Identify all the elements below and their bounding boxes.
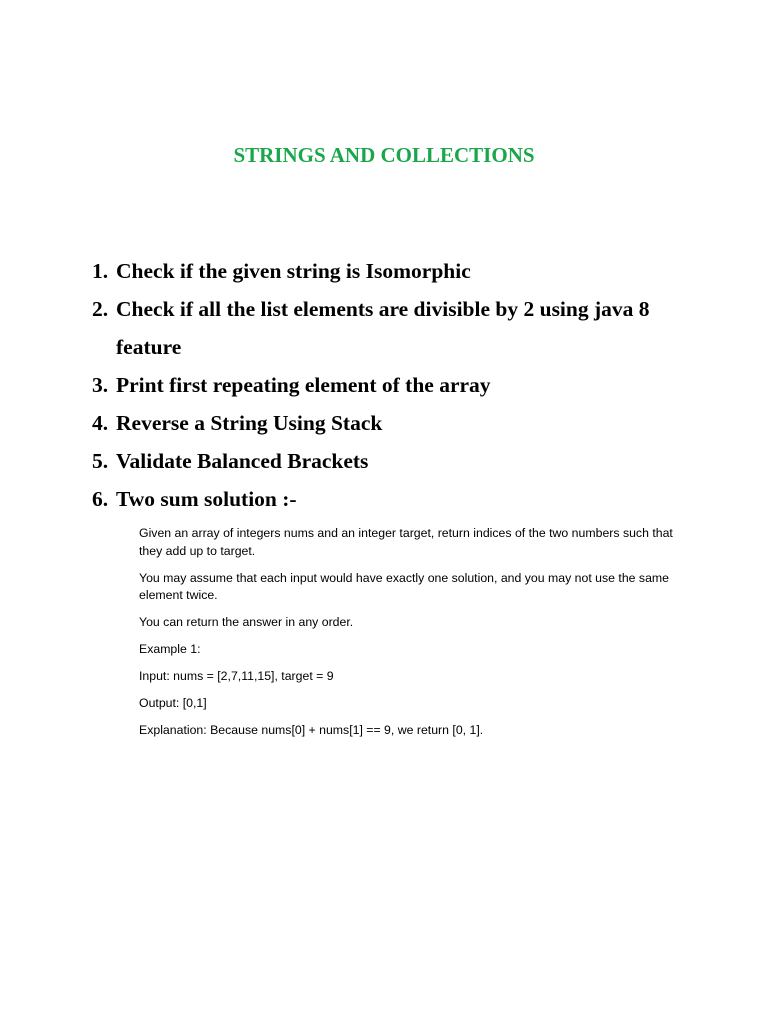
list-item-text: Two sum solution :- [116, 487, 297, 511]
list-item [92, 442, 652, 480]
problem-order-note: You can return the answer in any order. [139, 615, 354, 629]
list-item-text: Check if the given string is Isomorphic [116, 259, 471, 283]
example-input: Input: nums = [2,7,11,15], target = 9 [139, 669, 334, 683]
page-title: STRINGS AND COLLECTIONS [233, 143, 535, 167]
list-item-text: Validate Balanced Brackets [116, 449, 369, 473]
list-item [92, 252, 652, 290]
list-item [92, 366, 652, 404]
problem-assumption: You may assume that each input would have exactly one solution, and you may not use the same element twice. [139, 570, 670, 602]
two-sum-details [139, 525, 679, 749]
list-item [92, 480, 652, 518]
example-label: Example 1: [139, 642, 201, 656]
list-item-number: 2. [92, 297, 109, 321]
example-explanation: Explanation: Because nums[0] + nums[1] == 9, we return [0, 1]. [139, 723, 484, 737]
example-output: Output: [0,1] [139, 696, 207, 710]
list-item-number: 5. [92, 449, 109, 473]
list-item-number: 4. [92, 411, 109, 435]
problem-description: Given an array of integers nums and an integer target, return indices of the two numbers such that they add up to target. [139, 526, 673, 558]
list-item-text: Check if all the list elements are divisible by 2 using java 8 feature [116, 297, 650, 359]
list-item-number: 6. [92, 487, 109, 511]
list-item-text: Reverse a String Using Stack [116, 411, 383, 435]
list-item [92, 290, 652, 366]
list-item-text: Print first repeating element of the array [116, 373, 491, 397]
list-item-number: 1. [92, 259, 109, 283]
list-item-number: 3. [92, 373, 109, 397]
task-list [92, 252, 652, 518]
list-item [92, 404, 652, 442]
